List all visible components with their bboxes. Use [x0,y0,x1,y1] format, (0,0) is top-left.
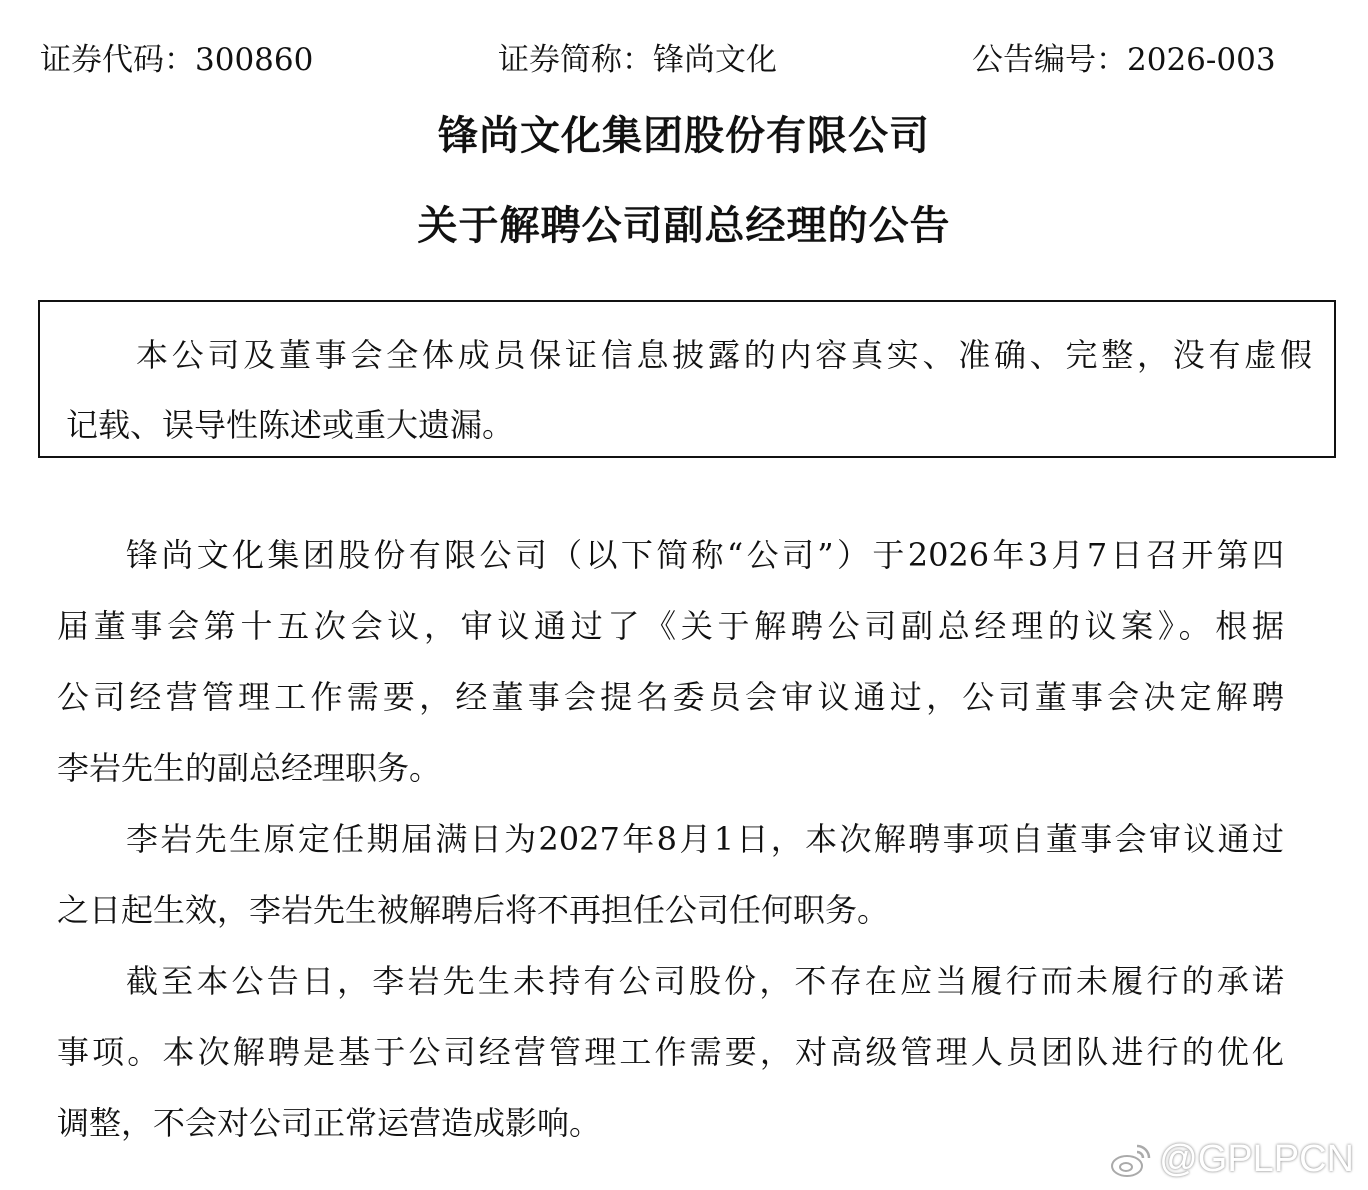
stock-code: 证券代码：300860 [40,42,314,78]
body-line: 截至本公告日，李岩先生未持有公司股份，不存在应当履行而未履行的承诺 [126,962,1284,1000]
notice-number: 公告编号：2026-003 [972,42,1276,78]
watermark [1109,1138,1354,1181]
body-line: 公司经营管理工作需要，经董事会提名委员会审议通过，公司董事会决定解聘 [57,678,1284,716]
body-line: 锋尚文化集团股份有限公司（以下简称“公司”）于2026年3月7日召开第四 [126,536,1284,574]
body-line: 调整，不会对公司正常运营造成影响。 [57,1104,602,1142]
notice-title: 关于解聘公司副总经理的公告 [417,202,951,249]
statement-line: 记载、误导性陈述或重大遗漏。 [66,406,515,444]
stock-short-name: 证券简称：锋尚文化 [498,42,777,78]
body-line: 之日起生效，李岩先生被解聘后将不再担任公司任何职务。 [57,891,890,929]
company-title: 锋尚文化集团股份有限公司 [438,112,930,159]
body-line: 李岩先生原定任期届满日为2027年8月1日，本次解聘事项自董事会审议通过 [126,820,1284,858]
body-line: 事项。本次解聘是基于公司经营管理工作需要，对高级管理人员团队进行的优化 [57,1033,1284,1071]
body-line: 李岩先生的副总经理职务。 [57,749,442,787]
watermark-text: @GPLPCN [1159,1138,1354,1180]
body-line: 届董事会第十五次会议，审议通过了《关于解聘公司副总经理的议案》。根据 [57,607,1284,645]
statement-line: 本公司及董事会全体成员保证信息披露的内容真实、准确、完整，没有虚假 [136,336,1312,374]
weibo-icon [1109,1140,1153,1180]
